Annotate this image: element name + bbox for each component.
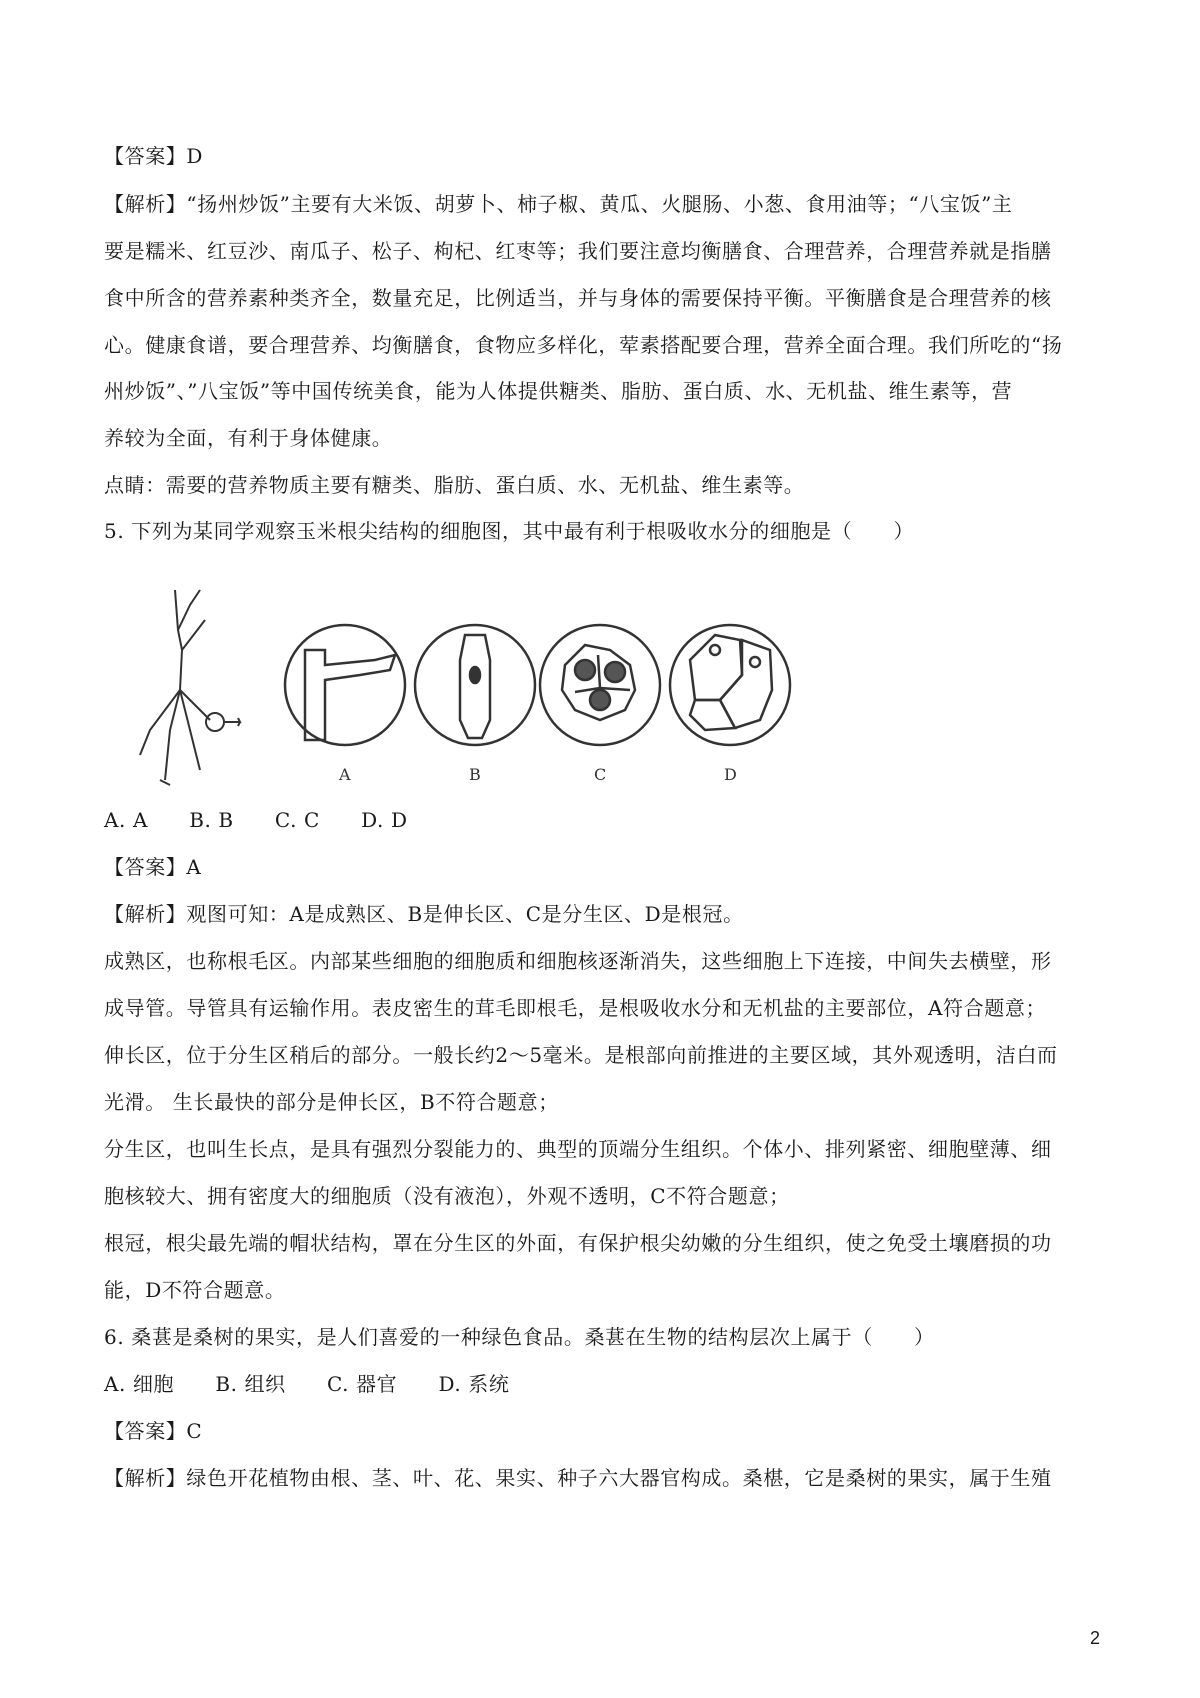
cell-A	[285, 625, 405, 745]
analysis-q5-line1: 【解析】观图可知：A是成熟区、B是伸长区、C是分生区、D是根冠。	[104, 902, 744, 926]
cell-D	[670, 625, 790, 745]
analysis-q5-line7: 胞核较大、拥有密度大的细胞质（没有液泡），外观不透明，C不符合题意；	[104, 1184, 790, 1208]
analysis-q4-line4: 心。健康食谱，要合理营养、均衡膳食，食物应多样化，荤素搭配要合理，营养全面合理。我们所吃的“扬	[104, 333, 1063, 357]
analysis-q4-line1: 【解析】“扬州炒饭”主要有大米饭、胡萝卜、柿子椒、黄瓜、火腿肠、小葱、食用油等；“八宝饭”主	[104, 192, 1013, 216]
analysis-q5-line9: 能，D不符合题意。	[104, 1278, 286, 1302]
label-C: C	[594, 765, 607, 784]
options-q5: A. A B. B C. C D. D	[104, 808, 408, 832]
label-A: A	[339, 765, 351, 784]
label-B: B	[469, 765, 481, 784]
analysis-q5-line3: 成导管。导管具有运输作用。表皮密生的茸毛即根毛，是根吸收水分和无机盐的主要部位，A符合题意；	[104, 996, 1047, 1020]
analysis-q5-line2: 成熟区，也称根毛区。内部某些细胞的细胞质和细胞核逐渐消失，这些细胞上下连接，中间失去横壁，形	[104, 949, 1052, 973]
analysis-q5-line4: 伸长区，位于分生区稍后的部分。一般长约2～5毫米。是根部向前推进的主要区域，其外观透明，洁白而	[104, 1043, 1058, 1067]
analysis-q4-line2: 要是糯米、红豆沙、南瓜子、松子、枸杞、红枣等；我们要注意均衡膳食、合理营养，合理营养就是指膳	[104, 239, 1052, 263]
answer-q5: 【答案】A	[104, 855, 202, 879]
analysis-q4-line3: 食中所含的营养素种类齐全，数量充足，比例适当，并与身体的需要保持平衡。平衡膳食是合理营养的核	[104, 286, 1052, 310]
analysis-q4-line5: 州炒饭”、”八宝饭”等中国传统美食，能为人体提供糖类、脂肪、蛋白质、水、无机盐、维生素等，营	[104, 379, 1013, 403]
page-number: 2	[1089, 1628, 1100, 1648]
options-q6: A. 细胞 B. 组织 C. 器官 D. 系统	[104, 1372, 510, 1396]
root-tip-figure	[130, 580, 830, 800]
answer-q4: 【答案】D	[104, 144, 204, 168]
answer-q6: 【答案】C	[104, 1419, 203, 1443]
cell-C	[540, 625, 660, 745]
analysis-q5-line5: 光滑。 生长最快的部分是伸长区，B不符合题意；	[104, 1090, 559, 1114]
analysis-q5-line6: 分生区，也叫生长点，是具有强烈分裂能力的、典型的顶端分生组织。个体小、排列紧密、细胞壁薄、细	[104, 1137, 1052, 1161]
question-6: 6. 桑葚是桑树的果实，是人们喜爱的一种绿色食品。桑葚在生物的结构层次上属于（ ）	[104, 1325, 935, 1349]
analysis-q6-line1: 【解析】绿色开花植物由根、茎、叶、花、果实、种子六大器官构成。桑椹，它是桑树的果实，属于生殖	[104, 1466, 1052, 1490]
cell-B	[415, 625, 535, 745]
label-D: D	[724, 765, 737, 784]
question-5: 5. 下列为某同学观察玉米根尖结构的细胞图，其中最有利于根吸收水分的细胞是（ ）	[104, 519, 915, 543]
corn-root-drawing	[140, 590, 240, 785]
analysis-q4-line6: 养较为全面，有利于身体健康。	[104, 426, 393, 450]
hint-q4: 点睛：需要的营养物质主要有糖类、脂肪、蛋白质、水、无机盐、维生素等。	[104, 473, 805, 497]
analysis-q5-line8: 根冠，根尖最先端的帽状结构，罩在分生区的外面，有保护根尖幼嫩的分生组织，使之免受土壤磨损的功	[104, 1231, 1052, 1255]
